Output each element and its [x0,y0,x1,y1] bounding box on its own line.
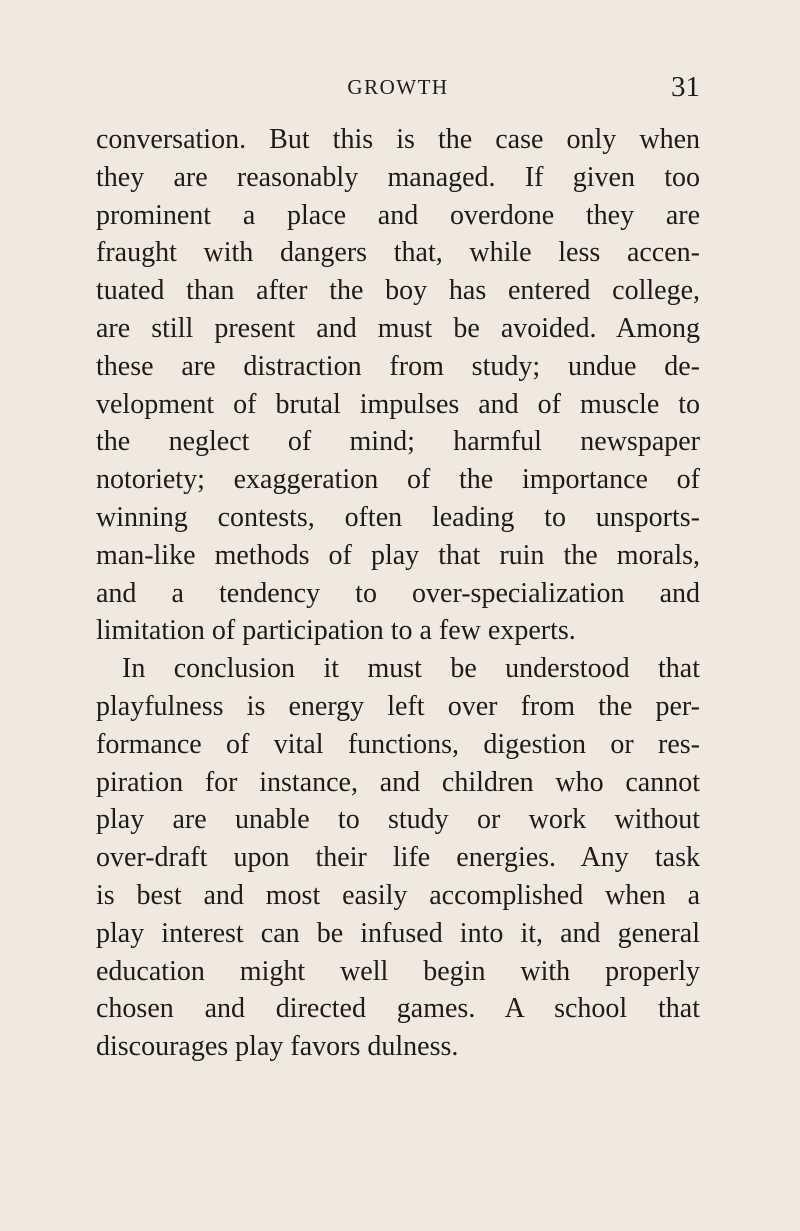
paragraph-first-line: In conclusion it must be understood that [122,653,700,685]
text-line: piration for instance, and children who cannot [96,766,700,798]
page-header [96,72,700,112]
text-line: prominent a place and overdone they are [96,199,700,231]
text-line: conversation. But this is the case only when [96,124,700,155]
text-line: these are distraction from study; undue de- [96,350,700,382]
text-line: discourages play favors dulness. [96,1031,459,1063]
text-line: chosen and directed games. A school that [96,993,700,1025]
text-line: playfulness is energy left over from the per- [96,690,700,722]
running-title: GROWTH [347,75,449,99]
text-line: tuated than after the boy has entered college, [96,275,700,307]
text-line: over-draft upon their life energies. Any task [96,842,700,874]
text-line: formance of vital functions, digestion or res- [96,728,700,760]
text-line: man-like methods of play that ruin the morals, [96,539,700,571]
text-line: the neglect of mind; harmful newspaper [96,426,700,458]
page-number: 31 [671,71,700,103]
text-line: play are unable to study or work without [96,804,700,836]
text-line: fraught with dangers that, while less accen- [96,237,700,269]
text-line: play interest can be infused into it, and general [96,917,700,949]
text-line: limitation of participation to a few experts. [96,615,576,647]
text-line: velopment of brutal impulses and of muscle to [96,388,700,420]
text-line: are still present and must be avoided. Among [96,312,700,344]
text-line: education might well begin with properly [96,955,700,987]
text-line: they are reasonably managed. If given too [96,161,700,193]
text-line: is best and most easily accomplished when a [96,879,700,911]
text-line: notoriety; exaggeration of the importance of [96,464,700,496]
text-line: winning contests, often leading to unsports- [96,501,700,533]
text-line: and a tendency to over-specialization and [96,577,700,609]
body-text [96,121,700,1066]
